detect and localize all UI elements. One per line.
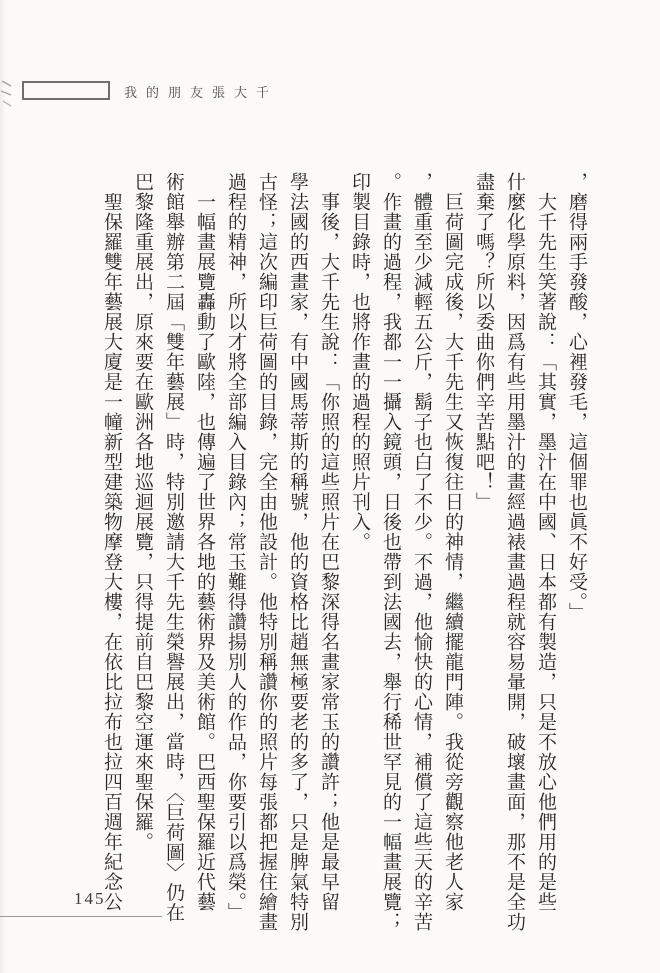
running-header-title: 我的朋友張大千	[124, 85, 279, 100]
page-number: 145	[74, 889, 106, 908]
text-column: 印製目錄時，也將作畫的過程的照片刊入。	[349, 172, 370, 552]
text-column: ，磨得兩手發酸，心裡發毛，這個罪也眞不好受。」	[566, 172, 587, 623]
text-column: 什麼化學原料，因爲有些用墨汁的畫經過裱畫過程就容易暈開，破壞畫面，那不是全功	[504, 172, 525, 932]
text-column: 過程的精神，所以才將全部編入目錄內；常玉難得讚揚別人的作品，你要引以爲榮。」	[225, 172, 246, 923]
text-column: 大千先生笑著說：「其實，墨汁在中國、日本都有製造，只是不放心他們用的是些	[535, 192, 556, 912]
text-column: 。作畫的過程，我都一一攝入鏡頭，日後也帶到法國去，舉行稀世罕見的一幅畫展覽；	[380, 172, 401, 932]
text-column: ，體重至少減輕五公斤，鬍子也白了不少。不過，他愉快的心情，補償了這些天的辛苦	[411, 172, 432, 932]
text-column: 盡棄了嗎？所以委曲你們辛苦點吧！」	[473, 172, 494, 512]
text-column: 事後，大千先生說：「你照的這些照片在巴黎深得名畫家常玉的讚許；他是最早留	[318, 192, 339, 912]
page-edge-marks-decoration	[0, 76, 18, 110]
body-text	[96, 172, 592, 936]
text-column: 古怪；這次編印巨荷圖的目錄，完全由他設計。他特別稱讚你的照片每張都把握住繪畫	[256, 172, 277, 932]
running-header-box	[22, 81, 110, 100]
text-column: 巨荷圖完成後，大千先生又恢復往日的神情，繼續擺龍門陣。我從旁觀察他老人家	[442, 192, 463, 912]
text-column: 聖保羅雙年藝展大廈是一幢新型建築物摩登大樓，在依比拉布也拉四百週年紀念公	[101, 192, 122, 912]
text-column: 巴黎隆重展出，原來要在歐洲各地巡迴展覽，只得提前自巴黎空運來聖保羅。	[132, 172, 153, 852]
text-column: 術館舉辦第二屆「雙年藝展」時，特別邀請大千先生榮譽展出，當時，〈巨荷圖〉仍在	[163, 172, 184, 923]
footer-rule	[0, 916, 162, 917]
text-column: 學法國的西畫家，有中國馬蒂斯的稱號，他的資格比趙無極要老的多了，只是脾氣特別	[287, 172, 308, 932]
text-column: 一幅畫展覽轟動了歐陸，也傳遍了世界各地的藝術界及美術館。巴西聖保羅近代藝	[194, 192, 215, 912]
